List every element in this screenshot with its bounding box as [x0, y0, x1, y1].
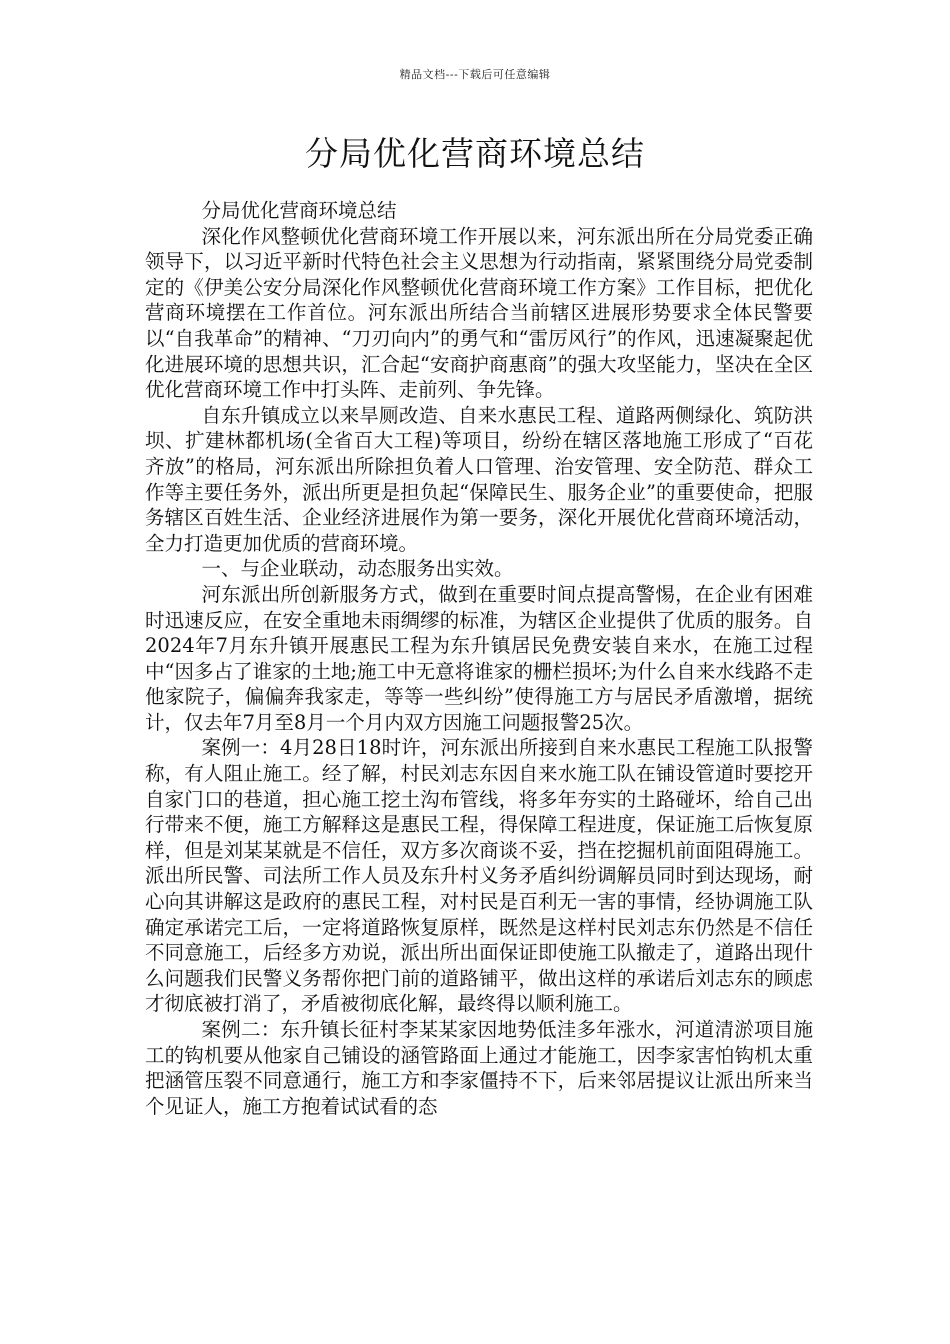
paragraph-case-2: 案例二：东升镇长征村李某某家因地势低洼多年涨水，河道清淤项目施工的钩机要从他家自己铺设的涵管路面上通过才能施工，因李家害怕钩机太重把涵管压裂不同意通行，施工方和李家僵持不下，后来邻居提议让派出所来当个见证人，施工方抱着试试看的态 — [145, 1018, 813, 1118]
document-title: 分局优化营商环境总结 — [305, 134, 645, 173]
paragraph-intro: 深化作风整顿优化营商环境工作开展以来，河东派出所在分局党委正确领导下，以习近平新时代特色社会主义思想为行动指南，紧紧围绕分局党委制定的《伊美公安分局深化作风整顿优化营商环境工作方案》工作目标，把优化营商环境摆在工作首位。河东派出所结合当前辖区进展形势要求全体民警要以“自我革命”的精神、“刀刃向内”的勇气和“雷厉风行”的作风，迅速凝聚起优化进展环境的思想共识，汇合起“安商护商惠商”的强大攻坚能力，坚决在全区优化营商环境工作中打头阵、走前列、争先锋。 — [145, 224, 813, 402]
paragraph-subtitle: 分局优化营商环境总结 — [201, 199, 397, 222]
paragraph-service: 河东派出所创新服务方式，做到在重要时间点提高警惕，在企业有困难时迅速反应，在安全重地未雨绸缪的标准，为辖区企业提供了优质的服务。自2024年7月东升镇开展惠民工程为东升镇居民免费安装自来水，在施工过程中“因多占了谁家的土地;施工中无意将谁家的栅栏损坏;为什么自来水线路不走他家院子，偏偏奔我家走，等等一些纠纷”使得施工方与居民矛盾激增，据统计，仅去年7月至8月一个月内双方因施工问题报警25次。 — [145, 582, 813, 734]
section-heading-1: 一、与企业联动，动态服务出实效。 — [201, 557, 514, 581]
header-note: 精品文档---下载后可任意编辑 — [399, 68, 551, 81]
paragraph-case-1: 案例一：4月28日18时许，河东派出所接到自来水惠民工程施工队报警称，有人阻止施工。经了解，村民刘志东因自来水施工队在铺设管道时要挖开自家门口的巷道，担心施工挖土沟布管线，将多年夯实的土路碰坏，给自己出行带来不便，施工方解释这是惠民工程，得保障工程进度，保证施工后恢复原样，但是刘某某就是不信任，双方多次商谈不妥，挡在挖掘机前面阻碍施工。派出所民警、司法所工作人员及东升村义务矛盾纠纷调解员同时到达现场，耐心向其讲解这是政府的惠民工程，对村民是百利无一害的事情，经协调施工队确定承诺完工后，一定将道路恢复原样，既然是这样村民刘志东仍然是不信任不同意施工，后经多方劝说，派出所出面保证即使施工队撤走了，道路出现什么问题我们民警义务帮你把门前的道路铺平，做出这样的承诺后刘志东的顾虑才彻底被打消了，矛盾被彻底化解，最终得以顺利施工。 — [145, 736, 813, 1016]
paragraph-background: 自东升镇成立以来旱厕改造、自来水惠民工程、道路两侧绿化、筑防洪坝、扩建林都机场(全省百大工程)等项目，纷纷在辖区落地施工形成了“百花齐放”的格局，河东派出所除担负着人口管理、治安管理、安全防范、群众工作等主要任务外，派出所更是担负起“保障民生、服务企业”的重要使命，把服务辖区百姓生活、企业经济进展作为第一要务，深化开展优化营商环境活动，全力打造更加优质的营商环境。 — [145, 403, 813, 555]
document-body — [145, 198, 813, 1119]
